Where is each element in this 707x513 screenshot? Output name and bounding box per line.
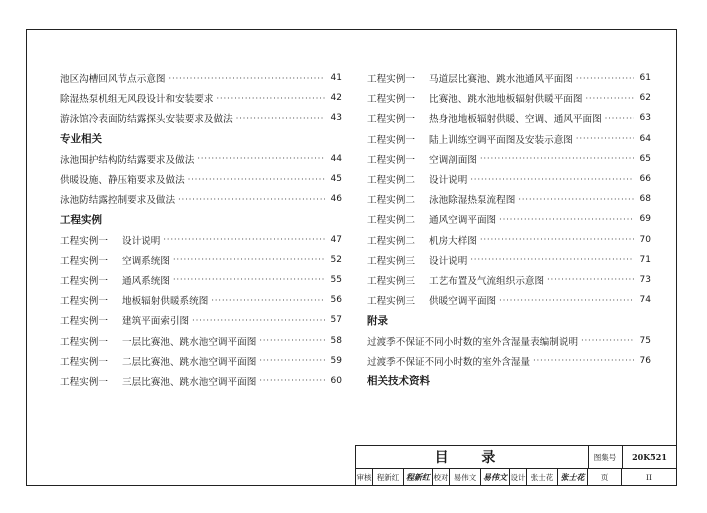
toc-leader-dots: [533, 356, 634, 365]
toc-entry[interactable]: [60, 310, 342, 330]
toc-leader-dots: [470, 255, 634, 264]
toc-entry[interactable]: [367, 230, 651, 250]
toc-entry[interactable]: [367, 88, 651, 108]
toc-leader-dots: [480, 154, 634, 163]
toc-left-column: [60, 68, 342, 391]
sheet-title: 目 录: [356, 446, 589, 468]
toc-entry-example-prefix: 工程实例二: [367, 235, 415, 247]
check-name: 易伟文: [450, 469, 481, 486]
toc-entry[interactable]: [367, 351, 651, 371]
toc-entry[interactable]: [60, 351, 342, 371]
toc-leader-dots: [173, 255, 325, 264]
check-signature: 易伟文: [481, 469, 510, 486]
toc-leader-dots: [259, 356, 325, 365]
toc-entry-page-number: 61: [639, 73, 651, 84]
toc-leader-dots: [586, 94, 635, 103]
toc-entry[interactable]: [367, 169, 651, 189]
review-name: 程新红: [373, 469, 404, 486]
toc-entry[interactable]: [60, 189, 342, 209]
review-label: 审核: [356, 469, 373, 486]
toc-entry[interactable]: [367, 129, 651, 149]
toc-entry-page-number: 47: [330, 234, 342, 245]
toc-entry-label: 通风空调平面图: [429, 215, 497, 227]
toc-entry-label: 泳池围护结构防结露要求及做法: [60, 154, 195, 166]
toc-entry-label: 通风系统图: [122, 275, 170, 287]
toc-entry[interactable]: [367, 189, 651, 209]
toc-entry-example-prefix: 工程实例一: [60, 316, 108, 328]
toc-entry-page-number: 52: [330, 254, 342, 265]
toc-entry-example-prefix: 工程实例一: [367, 134, 415, 146]
toc-entry[interactable]: [367, 68, 651, 88]
toc-entry-page-number: 75: [639, 335, 651, 346]
page-value: II: [646, 473, 652, 482]
toc-entry-label: 机房大样图: [429, 235, 477, 247]
toc-entry-example-prefix: 工程实例一: [60, 356, 108, 368]
toc-entry-label: 三层比赛池、跳水池空调平面图: [122, 376, 257, 388]
design-signature: 张士花: [558, 469, 588, 486]
section-heading: 附录: [367, 314, 388, 327]
toc-entry-example-prefix: 工程实例一: [367, 74, 415, 86]
toc-entry-label: 陆上训练空调平面图及安装示意图: [429, 134, 573, 146]
toc-leader-dots: [470, 175, 634, 184]
toc-entry[interactable]: [60, 270, 342, 290]
toc-leader-dots: [211, 296, 325, 305]
toc-entry-label: 供暖空调平面图: [429, 296, 497, 308]
toc-entry-label: 设计说明: [122, 235, 161, 247]
toc-entry-label: 泳池防结露控制要求及做法: [60, 195, 176, 207]
toc-entry-label: 池区沟槽回风节点示意图: [60, 74, 166, 86]
toc-entry-page-number: 63: [639, 113, 651, 124]
toc-entry[interactable]: [367, 330, 651, 350]
toc-entry[interactable]: [367, 149, 651, 169]
atlas-number-value: 20K521: [632, 452, 667, 462]
toc-entry-label: 泳池除湿热泵流程图: [429, 195, 516, 207]
toc-entry[interactable]: [60, 290, 342, 310]
toc-entry[interactable]: [60, 68, 342, 88]
toc-entry-example-prefix: 工程实例一: [367, 114, 415, 126]
toc-leader-dots: [192, 316, 325, 325]
atlas-number-label: 图集号: [588, 446, 623, 468]
toc-leader-dots: [518, 195, 634, 204]
toc-entry-example-prefix: 工程实例一: [367, 154, 415, 166]
toc-leader-dots: [188, 175, 325, 184]
toc-entry-label: 游泳馆冷表面防结露探头安装要求及做法: [60, 114, 233, 126]
page-label: 页: [588, 469, 622, 486]
toc-entry-page-number: 46: [330, 194, 342, 205]
toc-leader-dots: [499, 296, 634, 305]
design-label: 设计: [510, 469, 527, 486]
toc-entry[interactable]: [60, 250, 342, 270]
toc-entry-page-number: 58: [330, 335, 342, 346]
toc-entry-page-number: 62: [639, 93, 651, 104]
toc-entry[interactable]: [60, 88, 342, 108]
toc-entry-label: 除湿热泵机组无风段设计和安装要求: [60, 94, 214, 106]
toc-entry-example-prefix: 工程实例三: [367, 296, 415, 308]
toc-leader-dots: [605, 114, 634, 123]
title-block-top-row: [356, 446, 677, 469]
review-signature: 程新红: [404, 469, 433, 486]
toc-entry[interactable]: [60, 230, 342, 250]
toc-entry-page-number: 41: [330, 73, 342, 84]
toc-entry-label: 建筑平面索引图: [122, 316, 190, 328]
toc-entry-page-number: 43: [330, 113, 342, 124]
toc-entry[interactable]: [60, 149, 342, 169]
toc-entry-label: 比赛池、跳水池地板辐射供暖平面图: [429, 94, 583, 106]
design-name: 张士花: [527, 469, 558, 486]
toc-entry-example-prefix: 工程实例二: [367, 195, 415, 207]
toc-leader-dots: [547, 275, 634, 284]
toc-entry-page-number: 65: [639, 153, 651, 164]
toc-entry[interactable]: [60, 108, 342, 128]
toc-entry[interactable]: [60, 330, 342, 350]
toc-leader-dots: [576, 134, 634, 143]
toc-entry[interactable]: [60, 371, 342, 391]
toc-entry-label: 马道层比赛池、跳水池通风平面图: [429, 74, 573, 86]
toc-entry-page-number: 73: [639, 274, 651, 285]
toc-leader-dots: [169, 74, 325, 83]
toc-leader-dots: [259, 376, 325, 385]
toc-entry-example-prefix: 工程实例二: [367, 175, 415, 187]
toc-entry-label: 一层比赛池、跳水池空调平面图: [122, 336, 257, 348]
toc-entry-label: 空调系统图: [122, 255, 170, 267]
toc-leader-dots: [197, 154, 325, 163]
toc-entry-label: 地板辐射供暖系统图: [122, 296, 209, 308]
section-heading: 专业相关: [60, 133, 102, 146]
toc-leader-dots: [236, 114, 325, 123]
toc-entry-label: 设计说明: [429, 175, 468, 187]
toc-entry-page-number: 64: [639, 133, 651, 144]
toc-entry-label: 二层比赛池、跳水池空调平面图: [122, 356, 257, 368]
toc-entry[interactable]: [367, 108, 651, 128]
toc-entry-example-prefix: 工程实例一: [367, 94, 415, 106]
toc-entry-example-prefix: 工程实例三: [367, 275, 415, 287]
toc-entry-page-number: 45: [330, 174, 342, 185]
toc-entry-page-number: 68: [639, 194, 651, 205]
toc-entry-example-prefix: 工程实例一: [60, 376, 108, 388]
toc-leader-dots: [259, 336, 325, 345]
toc-entry-example-prefix: 工程实例一: [60, 296, 108, 308]
toc-entry-label: 供暖设施、静压箱要求及做法: [60, 175, 185, 187]
toc-leader-dots: [499, 215, 634, 224]
toc-entry-label: 空调剖面图: [429, 154, 477, 166]
drawing-sheet: [26, 29, 677, 486]
toc-entry-label: 过渡季不保证不同小时数的室外含湿量: [367, 356, 531, 368]
toc-leader-dots: [581, 336, 634, 345]
toc-leader-dots: [178, 195, 325, 204]
toc-entry-page-number: 44: [330, 153, 342, 164]
toc-entry-page-number: 70: [639, 234, 651, 245]
toc-entry-page-number: 59: [330, 355, 342, 366]
toc-leader-dots: [576, 74, 634, 83]
toc-entry-example-prefix: 工程实例二: [367, 215, 415, 227]
toc-entry-page-number: 56: [330, 295, 342, 306]
toc-leader-dots: [217, 94, 326, 103]
toc-entry-example-prefix: 工程实例一: [60, 255, 108, 267]
toc-entry-example-prefix: 工程实例一: [60, 275, 108, 287]
toc-leader-dots: [480, 235, 634, 244]
section-heading: 相关技术资料: [367, 375, 430, 388]
toc-entry-label: 设计说明: [429, 255, 468, 267]
toc-entry-page-number: 71: [639, 254, 651, 265]
toc-leader-dots: [163, 235, 325, 244]
toc-entry-page-number: 42: [330, 93, 342, 104]
toc-entry-example-prefix: 工程实例一: [60, 235, 108, 247]
title-block-signature-row: [356, 469, 677, 486]
toc-leader-dots: [173, 275, 325, 284]
toc-entry-page-number: 74: [639, 295, 651, 306]
check-label: 校对: [433, 469, 450, 486]
toc-entry-page-number: 76: [639, 355, 651, 366]
toc-entry-label: 过渡季不保证不同小时数的室外含湿量表编制说明: [367, 336, 579, 348]
toc-entry-page-number: 57: [330, 315, 342, 326]
section-heading: 工程实例: [60, 213, 102, 226]
toc-entry-example-prefix: 工程实例三: [367, 255, 415, 267]
toc-entry[interactable]: [367, 270, 651, 290]
toc-entry-label: 工艺布置及气流组织示意图: [429, 275, 545, 287]
toc-entry[interactable]: [367, 250, 651, 270]
toc-entry-page-number: 66: [639, 174, 651, 185]
toc-entry-page-number: 55: [330, 274, 342, 285]
toc-entry[interactable]: [367, 290, 651, 310]
toc-entry[interactable]: [367, 209, 651, 229]
title-block: [355, 445, 677, 486]
toc-entry-page-number: 69: [639, 214, 651, 225]
toc-entry-page-number: 60: [330, 375, 342, 386]
toc-entry-label: 热身池地板辐射供暖、空调、通风平面图: [429, 114, 602, 126]
toc-right-column: [367, 68, 651, 391]
toc-entry[interactable]: [60, 169, 342, 189]
toc-entry-example-prefix: 工程实例一: [60, 336, 108, 348]
